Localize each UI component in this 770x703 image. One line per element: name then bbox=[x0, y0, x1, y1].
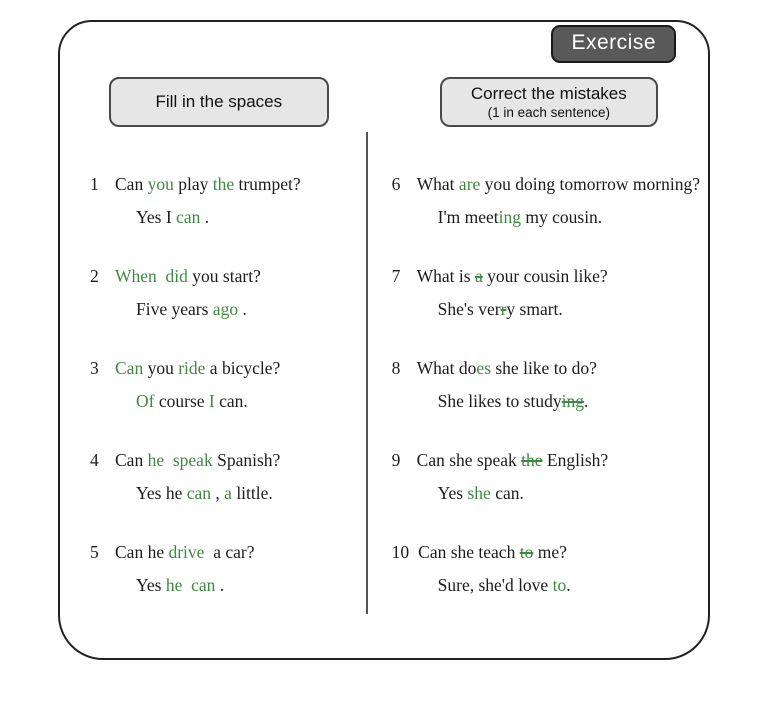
sentence-text: you bbox=[143, 358, 179, 378]
item-number: 6 bbox=[391, 174, 401, 194]
sentence-text: Yes I bbox=[136, 207, 177, 227]
sentence bbox=[136, 575, 224, 595]
sentence bbox=[115, 266, 261, 287]
sentence-text: . bbox=[215, 575, 225, 595]
sentence bbox=[115, 450, 280, 471]
question-line bbox=[392, 266, 700, 287]
item-number: 9 bbox=[391, 450, 401, 470]
question-line bbox=[90, 450, 366, 471]
sentence bbox=[438, 207, 603, 227]
answer-line bbox=[392, 207, 700, 228]
sentence bbox=[417, 174, 700, 195]
exercise-item bbox=[90, 450, 366, 504]
filled-in-word: she bbox=[467, 483, 491, 503]
answer-line bbox=[392, 575, 700, 596]
filled-in-word: to bbox=[552, 575, 567, 595]
sentence-text: Spanish? bbox=[212, 450, 281, 470]
filled-in-word: he bbox=[147, 450, 165, 470]
exercise-item bbox=[90, 266, 366, 320]
filled-in-word: When bbox=[115, 266, 157, 286]
sentence-text: you start? bbox=[187, 266, 261, 286]
answer-line bbox=[90, 299, 366, 320]
sentence-text: a bicycle? bbox=[205, 358, 281, 378]
filled-in-word: he bbox=[165, 575, 183, 595]
crossed-out-word: to bbox=[519, 542, 534, 562]
filled-in-word: you bbox=[147, 174, 174, 194]
sentence-text: my cousin. bbox=[521, 207, 603, 227]
item-number: 8 bbox=[391, 358, 401, 378]
crossed-out-word: ing bbox=[561, 391, 584, 411]
sentence-text: your cousin like? bbox=[482, 266, 608, 286]
question-line bbox=[392, 358, 700, 379]
column-header-fill bbox=[109, 77, 329, 127]
sentence-text: course bbox=[154, 391, 209, 411]
item-number: 10 bbox=[391, 542, 410, 562]
filled-in-word: ago bbox=[212, 299, 239, 319]
exercise-item bbox=[392, 542, 700, 596]
filled-in-word: can bbox=[191, 575, 216, 595]
sentence bbox=[418, 542, 567, 563]
filled-in-word: a bbox=[224, 483, 232, 503]
filled-in-word: Of bbox=[136, 391, 155, 411]
sentence-text: can. bbox=[490, 483, 524, 503]
sentence bbox=[438, 391, 589, 411]
sentence-text: y smart. bbox=[506, 299, 563, 319]
exercise-item bbox=[392, 266, 700, 320]
filled-in-word: speak bbox=[172, 450, 213, 470]
question-line bbox=[392, 450, 700, 471]
exercise-item bbox=[90, 174, 366, 228]
item-number: 5 bbox=[90, 542, 99, 562]
filled-in-word: can bbox=[186, 483, 212, 503]
sentence-text: you doing tomorrow morning? bbox=[480, 174, 700, 194]
answer-line bbox=[392, 299, 700, 320]
answer-line bbox=[392, 483, 700, 504]
question-line bbox=[90, 174, 366, 195]
filled-in-word: Can bbox=[115, 358, 144, 378]
sentence-text: What do bbox=[416, 358, 477, 378]
question-line bbox=[90, 266, 366, 287]
answer-line bbox=[392, 391, 700, 412]
filled-in-word: I bbox=[208, 391, 215, 411]
sentence-text: Can she teach bbox=[418, 542, 520, 562]
filled-in-word: ride bbox=[178, 358, 206, 378]
item-number: 3 bbox=[90, 358, 99, 378]
sentence-text: Can he bbox=[115, 542, 169, 562]
column-fill-in-the-spaces bbox=[60, 22, 366, 658]
sentence-text: she like to do? bbox=[491, 358, 597, 378]
sentence-text bbox=[164, 450, 173, 470]
sentence-text bbox=[157, 266, 166, 286]
sentence-text: a car? bbox=[204, 542, 255, 562]
sentence-text: little. bbox=[231, 483, 273, 503]
sentence-text: me? bbox=[533, 542, 567, 562]
header-title: Correct the mistakes bbox=[470, 84, 627, 103]
filled-in-word: ing bbox=[498, 207, 521, 227]
sentence-text: . bbox=[238, 299, 247, 319]
question-line bbox=[90, 542, 366, 563]
exercise-item bbox=[392, 450, 700, 504]
sentence-text: trumpet? bbox=[234, 174, 301, 194]
answer-line bbox=[90, 207, 366, 228]
sentence bbox=[438, 299, 563, 319]
sentence-text: Yes bbox=[437, 483, 468, 503]
sentence-text: , bbox=[211, 483, 225, 503]
sentence-text: She's ver bbox=[437, 299, 501, 319]
exercise-badge bbox=[551, 25, 676, 63]
sentence-text: Yes he bbox=[136, 483, 187, 503]
question-line bbox=[392, 542, 700, 563]
item-number: 2 bbox=[90, 266, 99, 286]
exercise-item bbox=[392, 174, 700, 228]
sentence-text: Can she speak bbox=[416, 450, 522, 470]
crossed-out-word: r bbox=[500, 299, 507, 319]
sentence-text: I'm meet bbox=[437, 207, 499, 227]
worksheet-content bbox=[60, 22, 708, 658]
item-number: 7 bbox=[391, 266, 401, 286]
sentence bbox=[136, 299, 247, 319]
sentence bbox=[136, 391, 248, 411]
sentence-text bbox=[182, 575, 191, 595]
crossed-out-word: the bbox=[521, 450, 543, 470]
filled-in-word: the bbox=[212, 174, 235, 194]
sentence bbox=[438, 575, 571, 595]
sentence-text: She likes to study bbox=[437, 391, 562, 411]
sentence bbox=[115, 542, 254, 563]
filled-in-word: did bbox=[165, 266, 188, 286]
sentence bbox=[115, 174, 301, 195]
filled-in-word: es bbox=[476, 358, 491, 378]
crossed-out-word: a bbox=[474, 266, 483, 286]
sentence bbox=[438, 483, 524, 503]
items-list-fill bbox=[90, 174, 366, 634]
sentence bbox=[417, 266, 608, 287]
sentence-text: Sure, she'd love bbox=[437, 575, 553, 595]
sentence-text: . bbox=[200, 207, 210, 227]
sentence bbox=[417, 450, 609, 471]
filled-in-word: are bbox=[458, 174, 481, 194]
answer-line bbox=[90, 575, 366, 596]
exercise-item bbox=[90, 358, 366, 412]
sentence bbox=[136, 207, 209, 227]
exercise-item bbox=[392, 358, 700, 412]
header-subtitle: (1 in each sentence) bbox=[487, 105, 610, 120]
sentence bbox=[136, 483, 273, 503]
filled-in-word: can bbox=[176, 207, 201, 227]
item-number: 1 bbox=[90, 174, 99, 194]
items-list-correct bbox=[392, 174, 700, 634]
column-header-correct bbox=[440, 77, 658, 127]
header-title: Fill in the spaces bbox=[155, 92, 283, 111]
sentence-text: play bbox=[173, 174, 213, 194]
sentence-text: can. bbox=[214, 391, 248, 411]
column-correct-mistakes bbox=[368, 22, 708, 658]
sentence-text: . bbox=[566, 575, 571, 595]
sentence-text: English? bbox=[542, 450, 609, 470]
sentence-text: Five years bbox=[136, 299, 213, 319]
question-line bbox=[392, 174, 700, 195]
question-line bbox=[90, 358, 366, 379]
sentence bbox=[417, 358, 597, 379]
sentence-text: Yes bbox=[136, 575, 166, 595]
exercise-badge-label: Exercise bbox=[571, 31, 656, 54]
answer-line bbox=[90, 483, 366, 504]
worksheet-card bbox=[58, 20, 710, 660]
filled-in-word: drive bbox=[168, 542, 205, 562]
sentence-text: . bbox=[583, 391, 589, 411]
exercise-item bbox=[90, 542, 366, 596]
sentence-text: Can bbox=[115, 174, 148, 194]
sentence-text: Can bbox=[115, 450, 148, 470]
sentence-text: What is bbox=[416, 266, 475, 286]
answer-line bbox=[90, 391, 366, 412]
sentence-text: What bbox=[416, 174, 459, 194]
item-number: 4 bbox=[90, 450, 99, 470]
sentence bbox=[115, 358, 280, 379]
